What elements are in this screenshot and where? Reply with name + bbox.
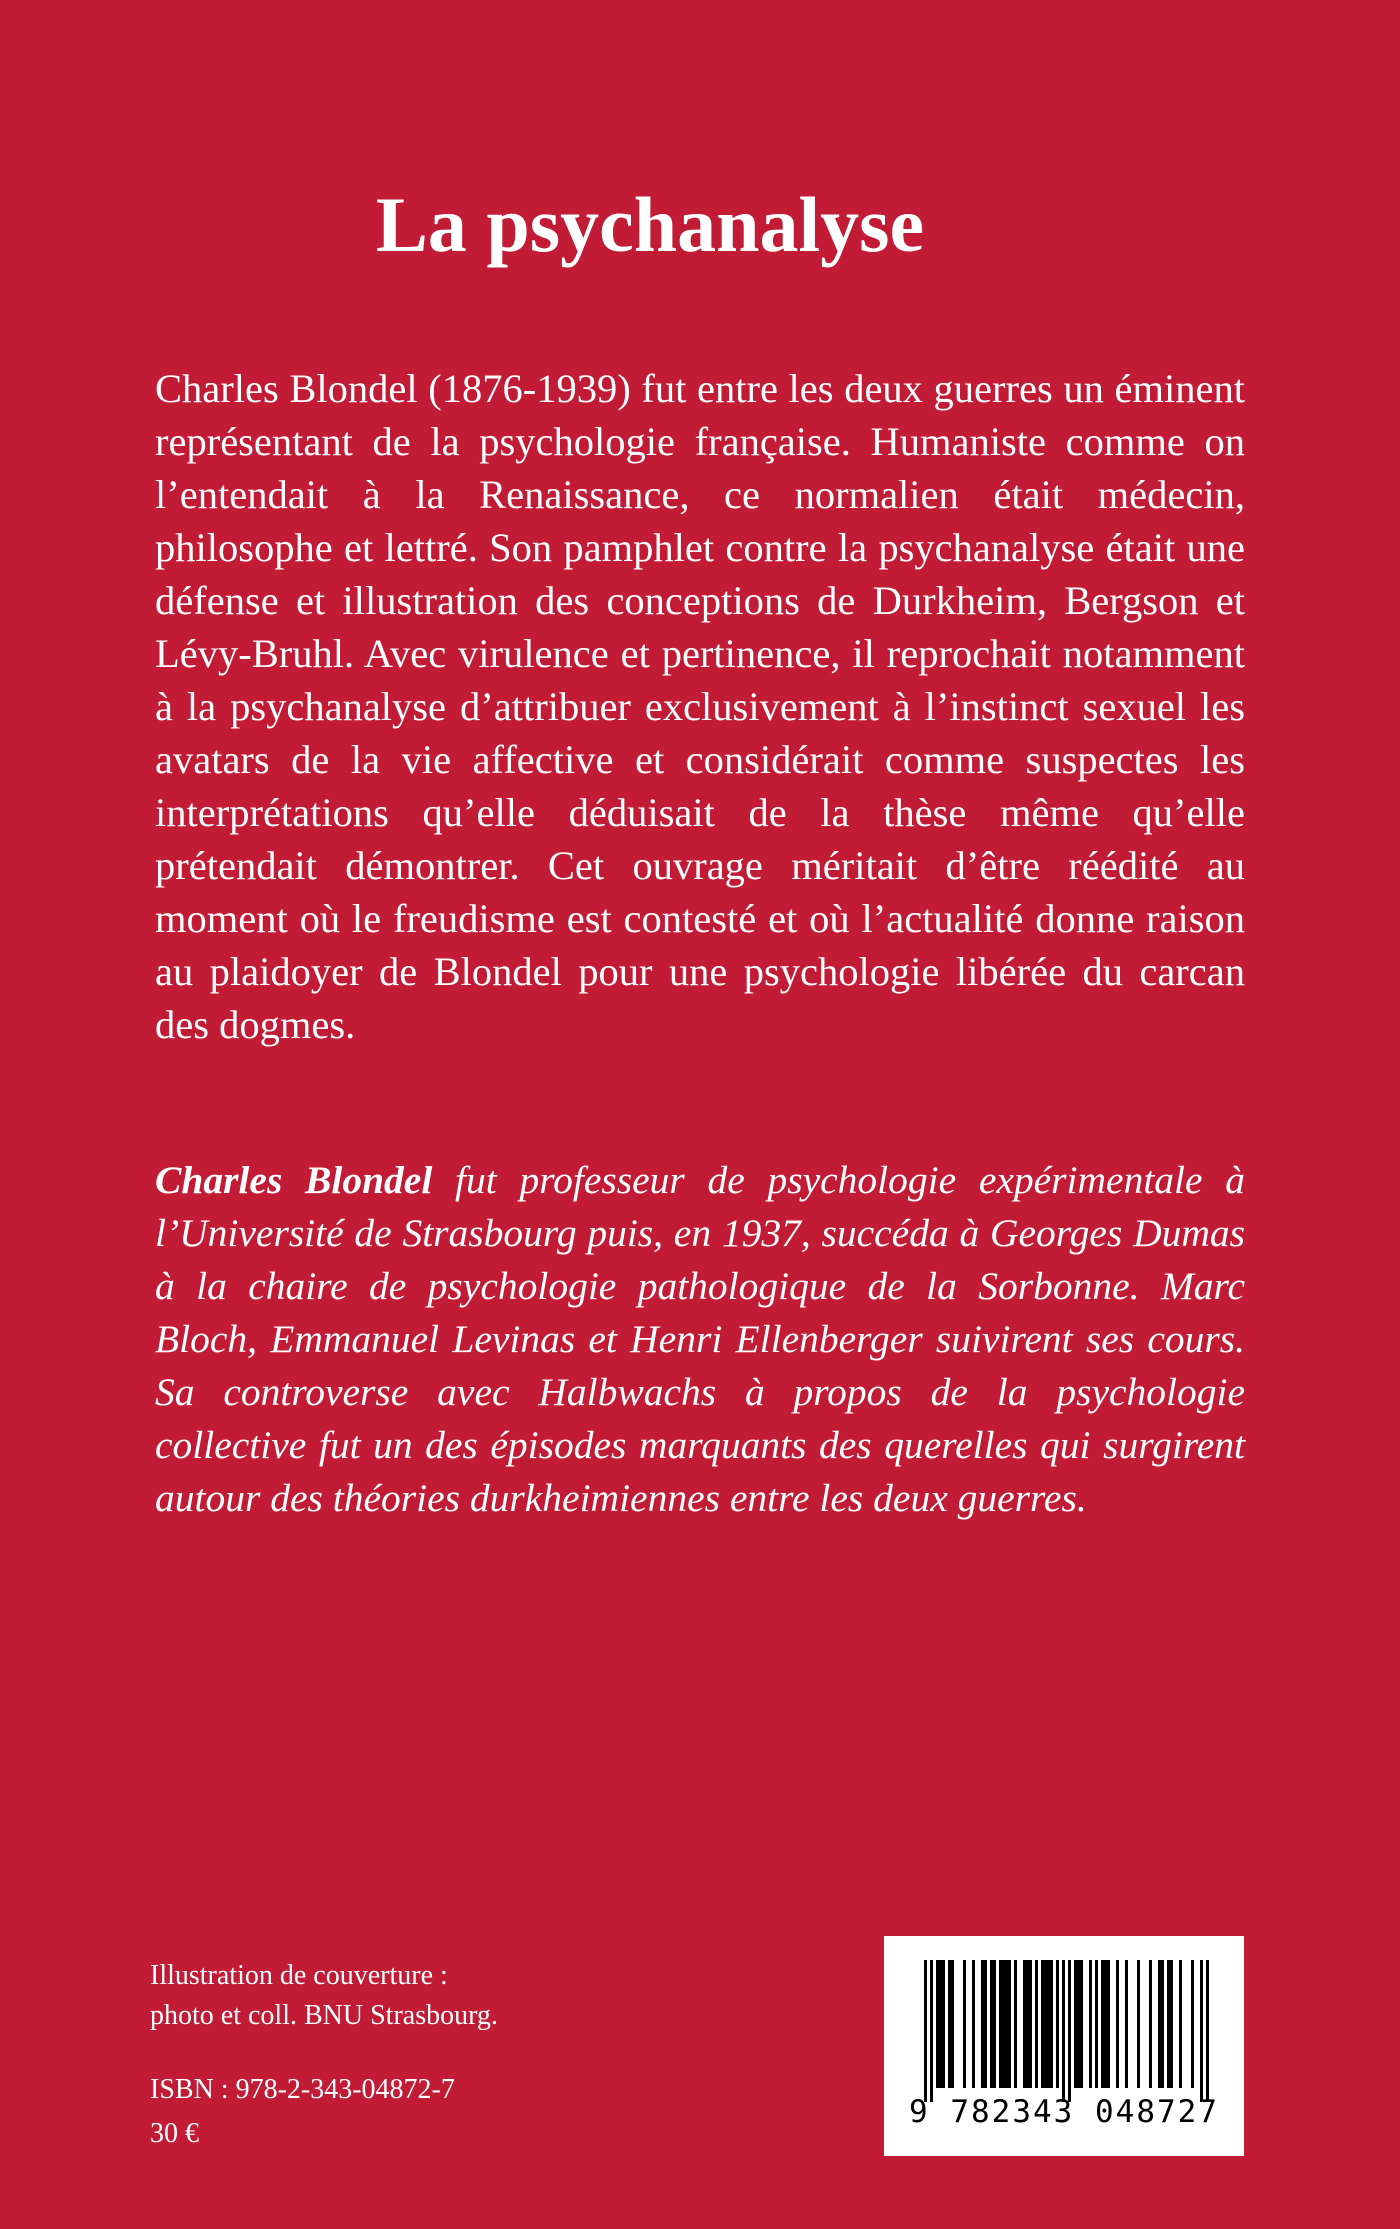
barcode-bar	[963, 1960, 966, 2088]
barcode-bar	[1206, 1960, 1209, 2102]
cover-credit	[150, 1956, 650, 2036]
barcode-bar	[1008, 1960, 1011, 2088]
barcode-bar	[984, 1960, 987, 2088]
barcode-bar	[939, 1960, 942, 2088]
barcode-bar	[1200, 1960, 1203, 2102]
barcode-box	[884, 1936, 1244, 2156]
cover-credit-line1: Illustration de couverture :	[150, 1960, 448, 1991]
barcode-bar	[981, 1960, 984, 2088]
barcode-bar	[1074, 1960, 1077, 2088]
barcode-bar	[1044, 1960, 1047, 2088]
book-title: La psychanalyse	[375, 181, 925, 268]
barcode-bar	[1161, 1960, 1164, 2088]
barcode-bar	[951, 1960, 954, 2088]
barcode-bar	[1089, 1960, 1092, 2088]
cover-credit-line2: photo et coll. BNU Strasbourg.	[150, 2000, 498, 2031]
barcode-bar	[924, 1960, 927, 2102]
barcode-bar	[1101, 1960, 1104, 2088]
barcode-bar	[972, 1960, 975, 2088]
author-bio	[155, 1154, 1245, 1525]
barcode-bar	[948, 1960, 951, 2088]
barcode-bar	[1080, 1960, 1083, 2088]
barcode-bar	[1107, 1960, 1110, 2088]
barcode-bar	[1029, 1960, 1032, 2088]
isbn: ISBN : 978-2-343-04872-7	[150, 2074, 455, 2105]
barcode-bar	[1005, 1960, 1008, 2088]
barcode-bar	[1047, 1960, 1050, 2088]
barcode-bar	[1062, 1960, 1065, 2102]
barcode-bar	[1158, 1960, 1161, 2088]
barcode-bar	[1077, 1960, 1080, 2088]
barcode-bar	[1167, 1960, 1170, 2088]
barcode-bar	[1125, 1960, 1128, 2088]
barcode-bar	[1026, 1960, 1029, 2088]
barcode-bar	[930, 1960, 933, 2102]
barcode-bar	[1035, 1960, 1038, 2088]
barcode-bar	[942, 1960, 945, 2088]
price: 30 €	[150, 2118, 199, 2149]
barcode-digits: 9 782343 048727	[909, 2094, 1219, 2130]
author-name: Charles Blondel	[155, 1158, 433, 1202]
barcode-bar	[936, 1960, 939, 2088]
author-bio-text: fut professeur de psychologie expérimentale à l’Université de Strasbourg puis, en 1937, succéda à Georges Dumas à la chaire de psychologie pathologique de la Sorbonne. Marc Bloch, Emmanuel Levinas et Henri Ellenberger suivirent ses cours. Sa controverse avec Halbwachs à propos de la psychologie collective fut un des épisodes marquants des querelles qui surgirent autour des théories durkheimiennes entre les deux guerres.	[155, 1158, 1246, 1520]
barcode-bar	[1041, 1960, 1044, 2088]
barcode-bar	[1056, 1960, 1059, 2088]
barcode-bar	[1170, 1960, 1173, 2088]
barcode-bar	[999, 1960, 1002, 2088]
barcode-bar	[1050, 1960, 1053, 2088]
barcode-bar	[1137, 1960, 1140, 2088]
barcode-bar	[1149, 1960, 1152, 2088]
barcode-bar	[1191, 1960, 1194, 2088]
barcode-bar	[993, 1960, 996, 2088]
barcode-bar	[1095, 1960, 1098, 2088]
barcode-bar	[1179, 1960, 1182, 2088]
barcode-bar	[1023, 1960, 1026, 2088]
barcode-bar	[1116, 1960, 1119, 2088]
barcode-bar	[990, 1960, 993, 2088]
barcode-bar	[1104, 1960, 1107, 2088]
barcode-bar	[1002, 1960, 1005, 2088]
book-summary: Charles Blondel (1876-1939) fut entre les deux guerres un éminent représentant de la psychologie française. Humaniste comme on l’entendait à la Renaissance, ce normalien était médecin, philosophe et lettré. Son pamphlet contre la psychanalyse était une défense et illustration des conceptions de Durkheim, Bergson et Lévy-Bruhl. Avec virulence et pertinence, il reprochait notamment à la psychanalyse d’attribuer exclusivement à l’instinct sexuel les avatars de la vie affective et considérait comme suspectes les interprétations qu’elle déduisait de la thèse même qu’elle prétendait démontrer. Cet ouvrage méritait d’être réédité au moment où le freudisme est contesté et où l’actualité donne raison au plaidoyer de Blondel pour une psychologie libérée du carcan des dogmes.	[155, 366, 1245, 1047]
barcode-bar	[1068, 1960, 1071, 2102]
barcode-bar	[1014, 1960, 1017, 2088]
